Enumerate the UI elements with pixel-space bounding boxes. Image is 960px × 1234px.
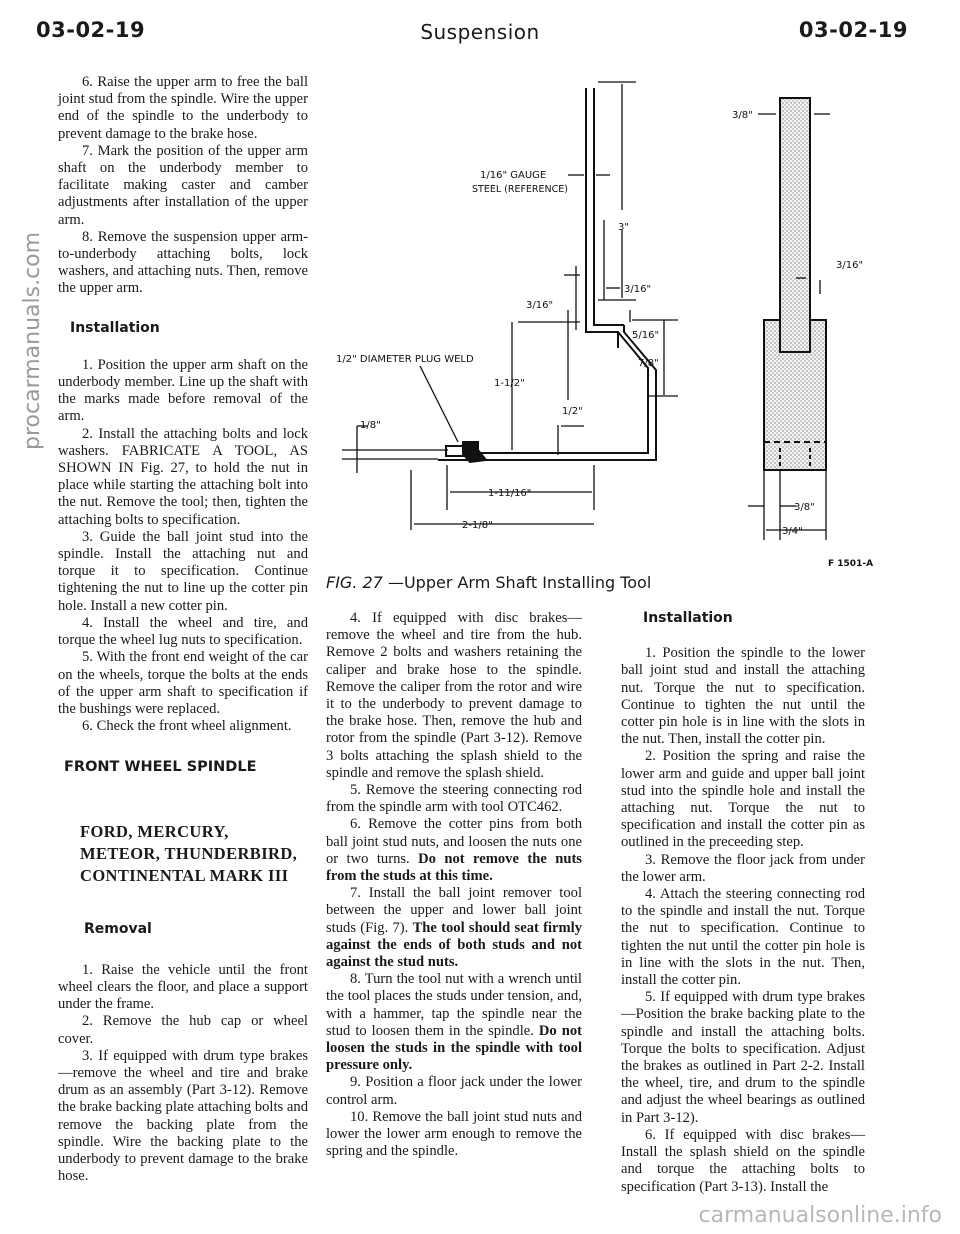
step-paragraph: 5. If equipped with drum type brakes—Position the brake backing plate to the spindle and install the attaching bolts. Torque the bolts to specification. Adjust the brakes as outlined in Part 2-2. Install the wheel, tire, and drum to the spindle and adjust the wheel bearings as outlined in Part 3-12). bbox=[621, 989, 865, 1126]
step-paragraph: 6. If equipped with disc brakes—Install the splash shield on the spindle and torque the attaching bolts to specification (Part 3-13). Install the bbox=[621, 1126, 865, 1195]
step-paragraph: 1. Position the spindle to the lower ball joint stud and install the attaching nut. Torque the nut to specification. Continue to tighten the nut until the cotter pin hole is in line with the slots in the nut. Then, install the cotter pin. bbox=[621, 645, 865, 748]
caption-prefix: FIG. 27 bbox=[326, 573, 383, 592]
installation-heading-2: Installation bbox=[643, 610, 733, 626]
caption-text: —Upper Arm Shaft Installing Tool bbox=[387, 573, 652, 592]
label-3-16-side: 3/16" bbox=[836, 260, 864, 271]
step-paragraph: 2. Position the spring and raise the lower arm and guide and upper ball joint stud into the spindle hole and install the attaching nut. Torque the nut to specification and install the cotter pin as outlined in the preceeding step. bbox=[621, 748, 865, 851]
tool-diagram bbox=[318, 70, 878, 570]
step-paragraph: 6. Raise the upper arm to free the ball joint stud from the spindle. Wire the upper end of the spindle to the underbody to prevent damage to the brake hose. bbox=[58, 74, 308, 142]
label-1-2: 1/2" bbox=[562, 406, 583, 417]
step-paragraph: 7. Install the ball joint remover tool between the upper and lower ball joint studs (Fig. 7). The tool should seat firmly against the ends of both studs and not against the stud nuts. bbox=[326, 885, 582, 971]
step-paragraph: 1. Raise the vehicle until the front wheel clears the floor, and place a support under the frame. bbox=[58, 961, 308, 1013]
page-number-right: 03-02-19 bbox=[798, 18, 908, 42]
label-5-16: 5/16" bbox=[632, 330, 660, 341]
step-paragraph: 4. If equipped with disc brakes—remove the wheel and tire from the hub. Remove 2 bolts and washers retaining the caliper and brake hose to the spindle. Remove the caliper from the rotor and wire it to the underbody to prevent damage to the brake hose. Then, remove the hub and rotor from the spindle (Part 3-12). Remove 3 bolts attaching the splash shield to the spindle and remove the splash shield. bbox=[326, 610, 582, 781]
page-number-left: 03-02-19 bbox=[36, 18, 146, 42]
step-paragraph: 5. With the front end weight of the car on the wheels, torque the bolts at the ends of the upper arm shaft to specification if the bushings were replaced. bbox=[58, 649, 308, 717]
step-paragraph: 1. Position the upper arm shaft on the underbody member. Line up the shaft with the marks made before removal of the arm. bbox=[58, 356, 308, 425]
models-heading-2: METEOR, THUNDERBIRD, bbox=[80, 843, 298, 863]
label-plug-weld: 1/2" DIAMETER PLUG WELD bbox=[336, 354, 474, 365]
step-paragraph: 6. Remove the cotter pins from both ball joint stud nuts, and loosen the nuts one or two turns. Do not remove the nuts from the studs at this time. bbox=[326, 816, 582, 885]
warning-text: Do not loosen the studs in the spindle with tool pressure only. bbox=[326, 1022, 582, 1074]
step-paragraph: 6. Check the front wheel alignment. bbox=[82, 718, 292, 735]
models-heading-1: FORD, MERCURY, bbox=[80, 821, 229, 841]
label-three: 3" bbox=[618, 222, 629, 233]
label-7-8: 7/8" bbox=[638, 358, 659, 369]
step-paragraph: 8. Turn the tool nut with a wrench until the tool places the studs under tension, and, with a hammer, tap the spindle near the stud to loosen them in the spindle. Do not loosen the studs in the spindle with tool pressure only. bbox=[326, 971, 582, 1074]
step-paragraph: 3. Guide the ball joint stud into the spindle. Install the attaching nut and torque it to specification. Continue tightening the nut to line up the cotter pin hole. Install a new cotter pin. bbox=[58, 528, 308, 614]
step-paragraph: 9. Position a floor jack under the lower control arm. bbox=[326, 1074, 582, 1108]
side-watermark bbox=[0, 0, 45, 1234]
side-view bbox=[764, 98, 826, 470]
models-heading-3: CONTINENTAL MARK III bbox=[80, 865, 289, 885]
column-3 bbox=[621, 610, 865, 1196]
warning-text: Do not remove the nuts from the studs at this time. bbox=[326, 850, 582, 885]
step-paragraph: 4. Attach the steering connecting rod to the spindle and install the nut. Torque the nut to specification. Continue to tighten the nut until the cotter pin hole is in line with the slots in the nut. Then, install the cotter pin. bbox=[621, 886, 865, 989]
step-paragraph: 8. Remove the suspension upper arm-to-underbody attaching bolts, lock washers, and attaching nuts. Then, remove the upper arm. bbox=[58, 228, 308, 297]
step-paragraph: 10. Remove the ball joint stud nuts and lower the lower arm enough to remove the spring and the spindle. bbox=[326, 1108, 582, 1160]
column-2 bbox=[326, 610, 582, 1161]
section-title: Suspension bbox=[420, 20, 540, 44]
tool-profile bbox=[438, 88, 656, 460]
label-1-8: 1/8" bbox=[360, 420, 381, 431]
dimension-lines bbox=[342, 82, 678, 530]
label-3-8-bottom: 3/8" bbox=[794, 502, 815, 513]
removal-heading: Removal bbox=[84, 920, 152, 937]
label-steel: STEEL (REFERENCE) bbox=[472, 184, 568, 195]
label-3-8-top: 3/8" bbox=[732, 110, 753, 121]
label-2-1-8: 2-1/8" bbox=[462, 520, 493, 531]
step-paragraph: 2. Remove the hub cap or wheel cover. bbox=[58, 1013, 308, 1047]
label-3-16-right: 3/16" bbox=[624, 284, 652, 295]
footer-watermark: carmanualsonline.info bbox=[698, 1203, 942, 1228]
step-paragraph: 3. If equipped with drum type brakes—remove the wheel and tire and brake drum as an assembly (Part 3-12). Remove the brake backing plate attaching bolts and remove the backing plate from the spindle. Wire the backing plate to the underbody to prevent damage to the brake hose. bbox=[58, 1047, 308, 1185]
step-paragraph: 5. Remove the steering connecting rod from the spindle arm with tool OTC462. bbox=[326, 782, 582, 816]
step-paragraph: 3. Remove the floor jack from under the lower arm. bbox=[621, 851, 865, 885]
column-1 bbox=[58, 74, 308, 1185]
label-3-16-left: 3/16" bbox=[526, 300, 554, 311]
spindle-heading: FRONT WHEEL SPINDLE bbox=[64, 759, 257, 776]
side-watermark-text: procarmanuals.com bbox=[20, 231, 45, 450]
installation-heading: Installation bbox=[70, 319, 160, 336]
step-paragraph: 2. Install the attaching bolts and lock washers. FABRICATE A TOOL, AS SHOWN IN Fig. 27, to hold the nut in place while starting the attaching bolt into the nut. Remove the tool; then, tighten the attaching bolts to specification. bbox=[58, 425, 308, 528]
label-3-4-bottom: 3/4" bbox=[782, 526, 803, 537]
step-paragraph: 7. Mark the position of the upper arm shaft on the underbody member to facilitate making caster and camber adjustments after installation of the upper arm. bbox=[58, 142, 308, 228]
warning-text: The tool should seat firmly against the ends of both studs and not against the stud nuts. bbox=[326, 919, 582, 971]
step-paragraph: 4. Install the wheel and tire, and torque the wheel lug nuts to specification. bbox=[58, 614, 308, 649]
label-1-11-16: 1-11/16" bbox=[488, 488, 532, 499]
label-1-1-2: 1-1/2" bbox=[494, 378, 525, 389]
label-gauge: 1/16" GAUGE bbox=[480, 170, 547, 181]
figure-code: F 1501-A bbox=[828, 559, 874, 569]
figure-caption bbox=[326, 573, 651, 592]
